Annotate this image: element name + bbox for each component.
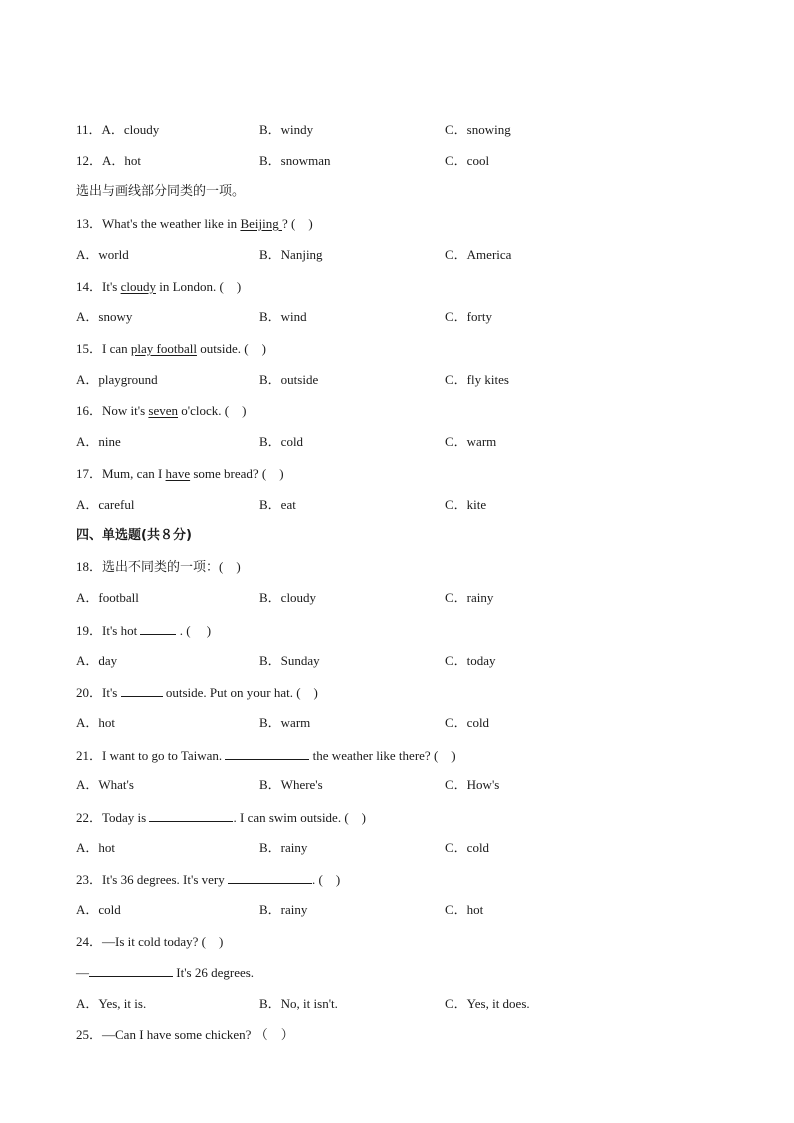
q18-option-a: A．football	[76, 590, 139, 605]
q22-stem-pre: 22．Today is	[76, 810, 150, 825]
q11-option-a: 11．A．cloudy	[76, 122, 160, 137]
q15-stem	[76, 340, 266, 358]
q19-option-a: A．day	[76, 653, 118, 668]
q23-stem-pre: 23．It's 36 degrees. It's very	[76, 872, 228, 887]
q15-option-b: B．outside	[259, 372, 319, 387]
q17-stem-post: some bread? ( )	[190, 466, 284, 481]
q16-option-a: A．nine	[76, 434, 121, 449]
q17-option-a: A．careful	[76, 497, 135, 512]
q21-stem-pre: 21．I want to go to Taiwan.	[76, 748, 226, 763]
q13-option-b: B．Nanjing	[259, 247, 323, 262]
q16-option-c: C．warm	[445, 434, 497, 449]
q19-stem-post: . ( )	[176, 623, 212, 638]
q22-stem-post: . I can swim outside. ( )	[233, 810, 366, 825]
q13-stem-post: ? ( )	[281, 216, 313, 231]
q23-option-c: C．hot	[445, 902, 484, 917]
q11-option-c: C．snowing	[445, 122, 511, 137]
q24-stem	[76, 933, 223, 951]
q14-underlined: cloudy	[120, 279, 156, 294]
q18-option-c: C．rainy	[445, 590, 494, 605]
q16-stem-pre: 16．Now it's	[76, 403, 149, 418]
q19-blank[interactable]	[140, 621, 176, 635]
q15-stem-pre: 15．I can	[76, 341, 131, 356]
q25-stem-text: 25．—Can I have some chicken? （ ）	[76, 1027, 294, 1042]
q13-option-c: C．America	[445, 247, 512, 262]
q20-option-a: A．hot	[76, 715, 116, 730]
q15-option-a: A．playground	[76, 372, 158, 387]
q23-option-a: A．cold	[76, 902, 121, 917]
q14-stem-pre: 14．It's	[76, 279, 121, 294]
q19-stem-pre: 19．It's hot	[76, 623, 141, 638]
q17-option-b: B．eat	[259, 497, 296, 512]
q14-option-c: C．forty	[445, 309, 492, 324]
q16-option-b: B．cold	[259, 434, 304, 449]
q12-option-b: B．snowman	[259, 153, 331, 168]
q22-stem	[76, 808, 366, 827]
q22-option-a: A．hot	[76, 840, 116, 855]
q24-reply-dash: —	[76, 965, 89, 980]
q20-stem	[76, 683, 318, 702]
q21-stem-post: the weather like there? ( )	[309, 748, 456, 763]
q20-option-b: B．warm	[259, 715, 311, 730]
q21-stem	[76, 746, 456, 765]
q24-option-a: A．Yes, it is.	[76, 996, 147, 1011]
q13-stem	[76, 215, 313, 233]
q20-stem-pre: 20．It's	[76, 685, 121, 700]
q17-underlined: have	[165, 466, 191, 481]
q20-option-c: C．cold	[445, 715, 490, 730]
q11-option-b: B．windy	[259, 122, 314, 137]
q20-blank[interactable]	[121, 683, 163, 697]
q14-option-a: A．snowy	[76, 309, 133, 324]
q13-stem-pre: 13．What's the weather like in	[76, 216, 241, 231]
q21-option-b: B．Where's	[259, 777, 323, 792]
q15-underlined: play football	[130, 341, 197, 356]
q21-option-a: A．What's	[76, 777, 134, 792]
q14-stem	[76, 278, 241, 296]
q12-option-c: C．cool	[445, 153, 490, 168]
q18-stem	[76, 558, 241, 576]
q24-blank[interactable]	[89, 963, 173, 977]
q17-stem	[76, 465, 284, 483]
q19-option-b: B．Sunday	[259, 653, 320, 668]
q21-option-c: C．How's	[445, 777, 500, 792]
q17-stem-pre: 17．Mum, can I	[76, 466, 166, 481]
q16-stem-post: o'clock. ( )	[178, 403, 247, 418]
q25-stem	[76, 1026, 294, 1044]
q12-option-a: 12．A．hot	[76, 153, 142, 168]
q16-stem	[76, 402, 246, 420]
q18-option-b: B．cloudy	[259, 590, 317, 605]
q20-stem-post: outside. Put on your hat. ( )	[162, 685, 318, 700]
q23-stem-post: . ( )	[311, 872, 341, 887]
q19-option-c: C．today	[445, 653, 496, 668]
q24-option-b: B．No, it isn't.	[259, 996, 338, 1011]
q24-reply	[76, 963, 254, 982]
q19-stem	[76, 621, 211, 640]
q22-blank[interactable]	[149, 808, 233, 822]
q21-blank[interactable]	[225, 746, 309, 760]
q22-option-b: B．rainy	[259, 840, 308, 855]
q14-option-b: B．wind	[259, 309, 307, 324]
q14-stem-post: in London. ( )	[155, 279, 242, 294]
q17-option-c: C．kite	[445, 497, 487, 512]
section-instruction: 选出与画线部分同类的一项。	[76, 184, 246, 199]
q18-stem-text: 18．选出不同类的一项：( )	[76, 559, 241, 574]
q23-option-b: B．rainy	[259, 902, 308, 917]
q13-option-a: A．world	[76, 247, 129, 262]
q23-stem	[76, 870, 340, 889]
q15-stem-post: outside. ( )	[196, 341, 266, 356]
q22-option-c: C．cold	[445, 840, 490, 855]
q15-option-c: C．fly kites	[445, 372, 509, 387]
q16-underlined: seven	[148, 403, 179, 418]
q23-blank[interactable]	[228, 870, 312, 884]
q24-reply-post: It's 26 degrees.	[173, 965, 255, 980]
section-heading: 四、单选题(共８分)	[76, 528, 192, 543]
q24-option-c: C．Yes, it does.	[445, 996, 530, 1011]
q13-underlined: Beijing	[240, 216, 282, 231]
q24-stem-text: 24．—Is it cold today? ( )	[76, 934, 224, 949]
